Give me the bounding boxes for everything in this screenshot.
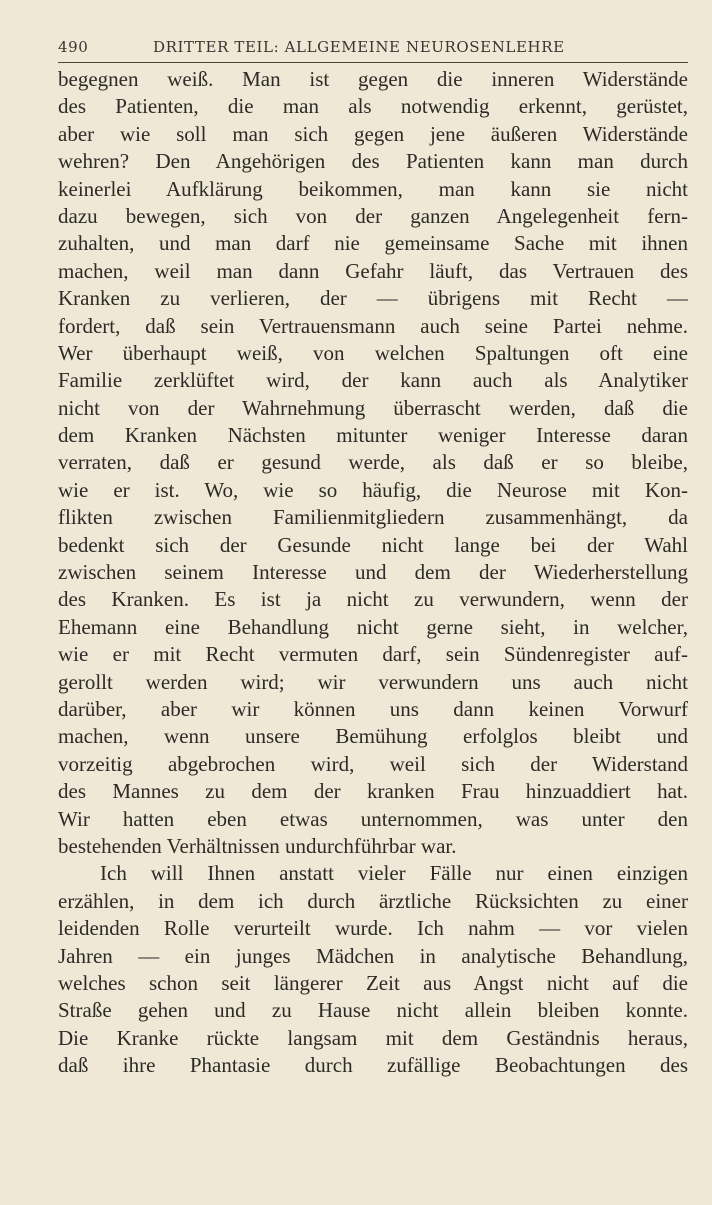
paragraph-end-line: bestehenden Verhältnissen undurchführbar war. (58, 833, 457, 858)
text-line: zwischen seinem Interesse und dem der Wiederherstellung (58, 560, 688, 585)
text-line: des Mannes zu dem der kranken Frau hinzuaddiert hat. (58, 779, 688, 804)
text-line: keinerlei Aufklärung beikommen, man kann sie nicht (58, 176, 688, 201)
text-line: Straße gehen und zu Hause nicht allein bleiben konnte. (58, 998, 688, 1023)
text-line: wie er ist. Wo, wie so häufig, die Neurose mit Kon- (58, 477, 688, 502)
text-line: Ehemann eine Behandlung nicht gerne sieht, in welcher, (58, 614, 688, 639)
text-line: begegnen weiß. Man ist gegen die inneren Widerstände (58, 67, 688, 91)
text-line: daß ihre Phantasie durch zufällige Beobachtungen des (58, 1053, 688, 1078)
text-line: bedenkt sich der Gesunde nicht lange bei der Wahl (58, 532, 688, 557)
text-line: flikten zwischen Familienmitgliedern zusammenhängt, da (58, 505, 688, 530)
text-line: dazu bewegen, sich von der ganzen Angelegenheit fern- (58, 203, 688, 228)
text-line: Jahren — ein junges Mädchen in analytische Behandlung, (58, 943, 688, 968)
text-line: darüber, aber wir können uns dann keinen Vorwurf (58, 696, 688, 721)
page-number: 490 (58, 38, 89, 56)
text-line: welches schon seit längerer Zeit aus Angst nicht auf die (58, 970, 688, 995)
text-line: nicht von der Wahrnehmung überrascht werden, daß die (58, 395, 688, 420)
running-title: DRITTER TEIL: ALLGEMEINE NEUROSENLEHRE (153, 38, 565, 56)
text-line: vorzeitig abgebrochen wird, weil sich der Widerstand (58, 751, 688, 776)
text-line: dem Kranken Nächsten mitunter weniger Interesse daran (58, 423, 688, 448)
text-line: verraten, daß er gesund werde, als daß er so bleibe, (58, 450, 688, 475)
text-line: des Kranken. Es ist ja nicht zu verwundern, wenn der (58, 587, 688, 612)
body-text (58, 66, 688, 1079)
text-line: machen, weil man dann Gefahr läuft, das Vertrauen des (58, 258, 688, 283)
page-header (58, 38, 688, 60)
paragraph-start-line: Ich will Ihnen anstatt vieler Fälle nur einen einzigen (100, 861, 688, 886)
text-line: leidenden Rolle verurteilt wurde. Ich nahm — vor vielen (58, 916, 688, 941)
text-line: Kranken zu verlieren, der — übrigens mit Recht — (58, 286, 688, 311)
text-line: zuhalten, und man darf nie gemeinsame Sache mit ihnen (58, 231, 688, 256)
text-line: des Patienten, die man als notwendig erkennt, gerüstet, (58, 94, 688, 119)
text-line: fordert, daß sein Vertrauensmann auch seine Partei nehme. (58, 313, 688, 338)
text-line: aber wie soll man sich gegen jene äußeren Widerstände (58, 121, 688, 146)
text-line: Wer überhaupt weiß, von welchen Spaltungen oft eine (58, 340, 688, 365)
text-line: Die Kranke rückte langsam mit dem Geständnis heraus, (58, 1025, 688, 1050)
header-rule (58, 62, 688, 63)
text-line: wehren? Den Angehörigen des Patienten kann man durch (58, 149, 688, 174)
text-line: gerollt werden wird; wir verwundern uns auch nicht (58, 669, 688, 694)
text-line: machen, wenn unsere Bemühung erfolglos bleibt und (58, 724, 688, 749)
text-line: Familie zerklüftet wird, der kann auch als Analytiker (58, 368, 688, 393)
text-line: wie er mit Recht vermuten darf, sein Sündenregister auf- (58, 642, 688, 667)
text-line: erzählen, in dem ich durch ärztliche Rücksichten zu einer (58, 888, 688, 913)
text-line: Wir hatten eben etwas unternommen, was unter den (58, 806, 688, 831)
